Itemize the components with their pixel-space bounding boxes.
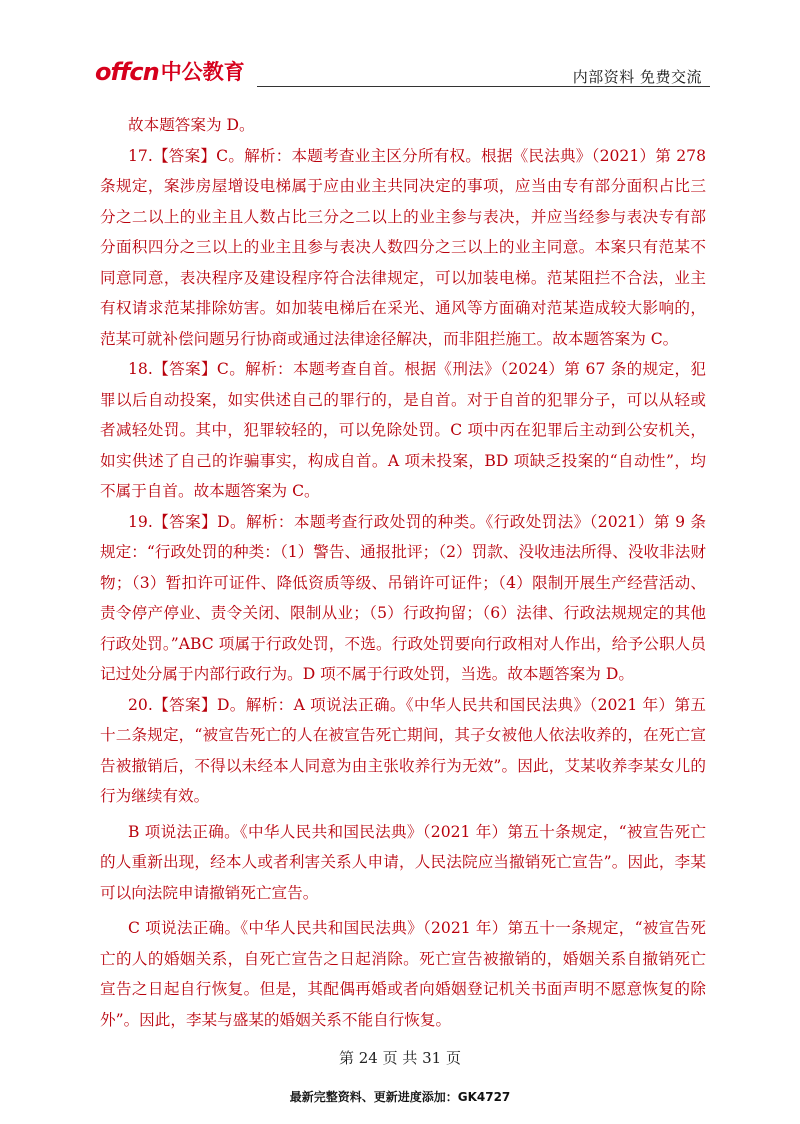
answer-content [100, 110, 706, 1035]
paragraph-answer-20-c: C 项说法正确。《中华人民共和国民法典》（2021 年）第五十一条规定，“被宣告死亡的人的婚姻关系，自死亡宣告之日起消除。死亡宣告被撤销的，婚姻关系自撤销死亡宣告之日起自行恢复。但是，其配偶再婚或者向婚姻登记机关书面声明不愿意恢复的除外”。因此，李某与盛某的婚姻关系不能自行恢复。 [100, 919, 706, 1029]
offcn-logo [95, 58, 245, 86]
paragraph-answer-20-b: B 项说法正确。《中华人民共和国民法典》（2021 年）第五十条规定，“被宣告死亡的人重新出现，经本人或者利害关系人申请，人民法院应当撤销死亡宣告”。因此，李某可以向法院申请撤销死亡宣告。 [100, 822, 706, 902]
page-number: 第 24 页 共 31 页 [338, 1049, 461, 1067]
paragraph-answer-18: 18.【答案】C。解析：本题考查自首。根据《刑法》（2024）第 67 条的规定，犯罪以后自动投案，如实供述自己的罪行的，是自首。对于自首的犯罪分子，可以从轻或者减轻处罚。其中，犯罪较轻的，可以免除处罚。C 项中丙在犯罪后主动到公安机关，如实供述了自己的诈骗事实，构成自首。A 项未投案，BD 项缺乏投案的“自动性”，均不属于自首。故本题答案为 C。 [100, 360, 706, 500]
paragraph-answer-16-end: 故本题答案为 D。 [128, 116, 255, 134]
page-header [95, 58, 710, 88]
paragraph-answer-19: 19.【答案】D。解析：本题考查行政处罚的种类。《行政处罚法》（2021）第 9 条规定：“行政处罚的种类：（1）警告、通报批评；（2）罚款、没收违法所得、没收非法财物；（3）暂扣许可证件、降低资质等级、吊销许可证件；（4）限制开展生产经营活动、责令停产停业、责令关闭、限制从业；（5）行政拘留；（6）法律、行政法规规定的其他行政处罚。”ABC 项属于行政处罚，不选。行政处罚要向行政相对人作出，给予公职人员记过处分属于内部行政行为。D 项不属于行政处罚，当选。故本题答案为 D。 [100, 512, 706, 683]
footer-note: 最新完整资料、更新进度添加：GK4727 [289, 1090, 511, 1104]
paragraph-answer-17: 17.【答案】C。解析：本题考查业主区分所有权。根据《民法典》（2021）第 278 条规定，案涉房屋增设电梯属于应由业主共同决定的事项，应当由专有部分面积占比三分之二以上的业主且人数占比三分之二以上的业主参与表决，并应当经参与表决专有部分面积四分之三以上的业主且参与表决人数四分之三以上的业主同意。本案只有范某不同意同意，表决程序及建设程序符合法律规定，可以加装电梯。范某阻拦不合法，业主有权请求范某排除妨害。如加装电梯后在采光、通风等方面确对范某造成较大影响的，范某可就补偿问题另行协商或通过法律途径解决，而非阻拦施工。故本题答案为 C。 [100, 146, 706, 348]
logo-cn-text: 中公教育 [160, 60, 245, 84]
paragraph-answer-20-a: 20.【答案】D。解析：A 项说法正确。《中华人民共和国民法典》（2021 年）第五十二条规定，“被宣告死亡的人在被宣告死亡期间，其子女被他人依法收养的，在死亡宣告被撤销后，不得以未经本人同意为由主张收养行为无效”。因此，艾某收养李某女儿的行为继续有效。 [100, 695, 706, 805]
logo-en-text: offcn [95, 58, 159, 86]
header-tagline: 内部资料 免费交流 [572, 68, 702, 86]
